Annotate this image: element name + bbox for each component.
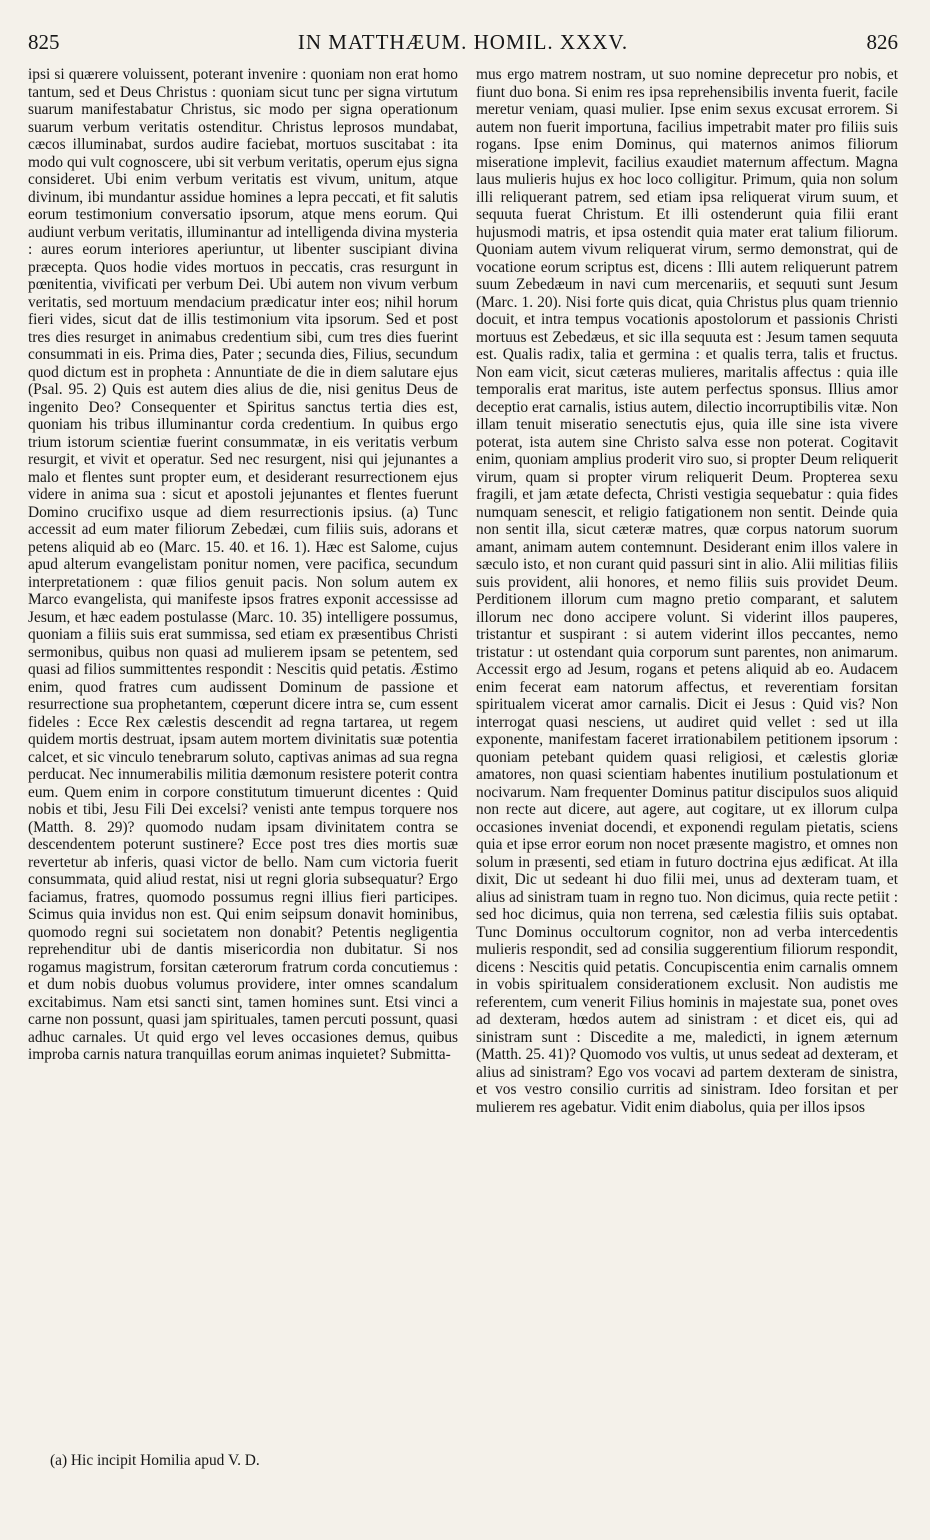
running-title: IN MATTHÆUM. HOMIL. XXXV. bbox=[297, 30, 629, 54]
left-column bbox=[28, 66, 458, 1438]
right-column bbox=[476, 66, 898, 1486]
page-number-right: 826 bbox=[866, 30, 898, 54]
footnote: (a) Hic incipit Homilia apud V. D. bbox=[50, 1452, 260, 1469]
page-number-left: 825 bbox=[28, 30, 60, 54]
left-column-text: ipsi si quærere voluissent, poterant invenire : quoniam non erat homo tantum, sed et Deus Christus : quoniam sicut tunc per signa virtutum suarum manifestabatur Christus, sic modo per signa operationum suarum verbum veritatis ostenditur. Christus leprosos mundabat, cæcos illuminabat, surdos audire faciebat, mortuos suscitabat : ita modo qui vult cognoscere, ubi sit verbum veritatis, operum ejus signa consideret. Ubi enim verbum veritatis est vivum, unitum, atque divinum, ibi mundantur assidue homines a lepra peccati, et fit salutis eorum testimonium conversatio ipsorum, atque mens eorum. Qui audiunt verbum veritatis, illuminantur ad intelligenda divina mysteria : aures eorum interiores aperiuntur, ut libenter suscipiant divina præcepta. Quos hodie vides mortuos in peccatis, cras resurgunt in pœnitentia, vivificati per verbum Dei. Ubi autem non vivum verbum veritatis, sed mortuum mendacium prædicatur inter eos; nihil horum fieri vides, sicut dat de illis testimonium vita ipsorum. Sed et post tres dies resurget in animabus credentium sibi, cum tres dies fuerint consummati in eis. Prima dies, Pater ; secunda dies, Filius, secundum quod dictum est in propheta : Annuntiate de die in diem salutare ejus (Psal. 95. 2) Quis est autem dies alius de die, nisi genitus Deus de ingenito Deo? Consequenter et Spiritus sanctus tertia dies est, quoniam his tribus illuminantur corda credentium. In quibus ergo trium istorum scientiæ fuerint consummatæ, in eis veritatis verbum resurgit, et vivit et operatur. Sed nec resurgent, nisi qui jejunantes a malo et flentes sunt propter eum, et desiderant resurrectionem ejus videre in anima sua : sicut et apostoli jejunantes et flentes fuerunt Domino crucifixo usque ad diem resurrectionis ipsius. (a) Tunc accessit ad eum mater filiorum Zebedæi, cum filiis suis, adorans et petens aliquid ab eo (Marc. 15. 40. et 16. 1). Hæc est Salome, cujus apud alterum evangelistam ponitur nomen, vere pacifica, secundum interpretationem : quæ filios genuit pacis. Non solum autem ex Marco evangelista, qui manifeste ipsos fratres exponit accessisse ad Jesum, et hæc eadem postulasse (Marc. 10. 35) intelligere possumus, quoniam a filiis suis erat summissa, sed etiam ex præsentibus Christi sermonibus, quibus non quasi ad mulierem ipsam se petentem, sed quasi ad filios summittentes respondit : Nescitis quid petatis. Æstimo enim, quod fratres cum audissent Dominum de passione et resurrectione sua prophetantem, cœperunt dicere intra se, cum essent fideles : Ecce Rex cælestis descendit ad regna tartarea, ut regem quidem mortis destruat, ipsam autem mortem divinitatis suæ potentia calcet, et sic vinculo tenebrarum soluto, captivas animas ad sua regna perducat. Nec innumerabilis militia dæmonum resistere poterit contra eum. Quem enim in corpore constitutum timuerunt dicentes : Quid nobis et tibi, Jesu Fili Dei excelsi? venisti ante tempus torquere nos (Matth. 8. 29)? quomodo nudam ipsam divinitatem contra se descendentem poterunt sustinere? Ecce post tres dies mortis suæ revertetur ab inferis, quasi victor de bello. Nam cum victoria fuerit consummata, quid aliud restat, nisi ut regni gloria subsequatur? Ergo faciamus, fratres, quomodo possumus regni illius fieri participes. Scimus quia invidus non est. Qui enim seipsum donavit hominibus, quomodo regni sui societatem non donabit? Petentis negligentia reprehenditur ubi de dantis misericordia non dubitatur. Si nos rogamus magistrum, forsitan cæterorum fratrum corda concutiemus : et dum nobis duobus volumus providere, inter omnes scandalum excitabimus. Nam etsi sancti sint, tamen homines sunt. Etsi vinci a carne non possunt, quasi jam spirituales, tamen percuti possunt, quasi adhuc carnales. Ut quid ergo vel leves occasiones demus, quibus improba carnis natura tranquillas eorum animas inquietet? Submitta- bbox=[28, 66, 458, 1063]
page-header bbox=[28, 30, 898, 58]
right-column-text: mus ergo matrem nostram, ut suo nomine deprecetur pro nobis, et fiunt duo bona. Si enim res ipsa reprehensibilis inventa fuerit, facile meretur veniam, quasi mulier. Ipse enim sexus excusat errorem. Si autem non fuerit importuna, facilius impetrabit mater pro filiis suis rogans. Ipse enim Dominus, qui maternos animos filiorum miseratione implevit, facilius exaudiet maternum affectum. Magna laus mulieris hujus ex hoc loco colligitur. Primum, quia non solum illi reliquerant patrem, sed etiam ipsa reliquerat virum suum, et sequuta fuerat Christum. Et illi ostenderunt quia filii erant hujusmodi matris, et ipsa ostendit quia mater erat talium filiorum. Quoniam autem vivum reliquerat virum, sermo demonstrat, qui de vocatione eorum scriptus est, dicens : Illi autem reliquerunt patrem suum Zebedæum in navi cum mercenariis, et sequuti sunt Jesum (Marc. 1. 20). Nisi forte quis dicat, quia Christus plus quam triennio docuit, et intra tempus vocationis apostolorum et passionis Christi mortuus est Zebedæus, et sic illa sequuta est : Jesum tamen sequuta est. Qualis radix, talia et germina : et qualis terra, talis et fructus. Non eam vicit, sicut cæteras mulieres, maritalis affectus : quia ille temporalis erat maritus, iste autem perfectus sponsus. Illius amor deceptio erat carnalis, istius autem, dilectio incorruptibilis vitæ. Non illam tenuit miseratio senectutis ejus, quia ille sine ista vivere poterat, ista autem sine Christo salva esse non poterat. Cogitavit enim, quoniam amplius proderit viro suo, si propter Deum reliquerit virum, quam si propter virum reliquerit Deum. Propterea sexu fragili, et jam ætate defecta, Christi vestigia sequebatur : quia fides numquam senescit, et religio fatigationem non sentit. Deinde quia non sentit illa, sicut cæteræ matres, quæ corpus natorum suorum amant, animam autem contemnunt. Desiderant enim illos valere in sæculo isto, et non curant quid passuri sint in alio. Alii militias filiis suis provident, alii honores, et nemo filiis suis providet Deum. Perditionem illorum cum magno pretio comparant, et salutem illorum nec dono accipere volunt. Si viderint illos pauperes, tristantur et suspirant : si autem viderint illos peccantes, nemo tristatur : ut ostendant quia corporum sunt parentes, non animarum. Accessit ergo ad Jesum, rogans et petens aliquid ab eo. Audacem enim fecerat eam natorum affectus, et reverentiam forsitan spiritualem vicerat amor carnalis. Dicit ei Jesus : Quid vis? Non interrogat quasi nesciens, ut audiret quid vellet : sed ut illa exponente, manifestam faceret irrationabilem petitionem ipsorum : quoniam petebant quidem quasi religiosi, et cælestis gloriæ amatores, non quasi scientiam habentes inutilium postulationum et nocivarum. Nam frequenter Dominus patitur discipulos suos aliquid non recte aut dicere, aut agere, aut cogitare, ut ex illorum culpa occasiones inveniat docendi, et exponendi regulam pietatis, sciens quia et ipse error eorum non nocet præsente magistro, et omnes non solum in præsenti, sed etiam in futuro doctrina ejus ædificat. At illa dixit, Dic ut sedeant hi duo filii mei, unus ad dexteram tuam, et alius ad sinistram tuam in regno tuo. Non dicimus, quia recte petiit : sed hoc dicimus, quia non terrena, sed cælestia filiis suis optabat. Tunc Dominus occultorum cognitor, non ad verba intercedentis mulieris respondit, sed ad consilia suggerentium filiorum respondit, dicens : Nescitis quid petatis. Concupiscentia enim carnalis omnem in vobis spiritualem considerationem exclusit. Non audistis me referentem, cum venerit Filius hominis in majestate sua, ponet oves ad dexteram, hœdos autem ad sinistram : et dicet eis, qui ad sinistram sunt : Discedite a me, maledicti, in ignem æternum (Matth. 25. 41)? Quomodo vos vultis, ut unus sedeat ad dexteram, et alius ad sinistram? Ego vos vocavi ad partem dexteram de sinistra, et vos vestro consilio curritis ad sinistram. Ideo forsitan et per mulierem res agebatur. Vidit enim diabolus, quia per illos ipsos bbox=[476, 66, 898, 1116]
